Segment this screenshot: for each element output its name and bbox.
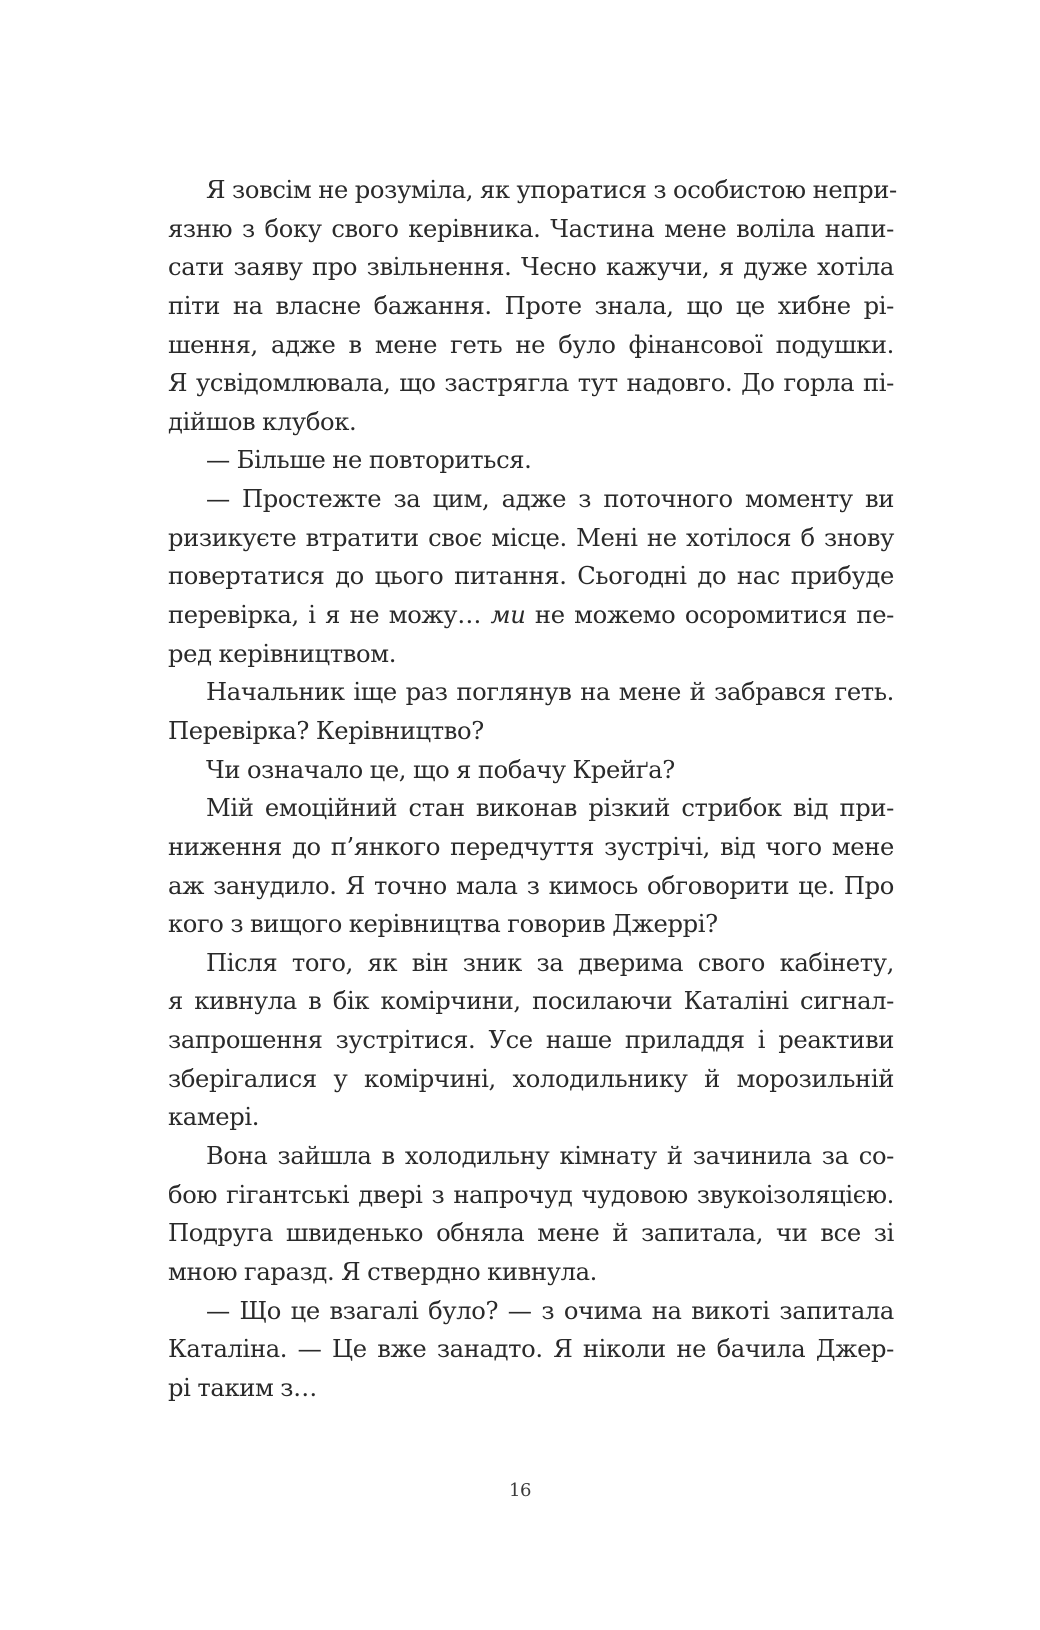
paragraph bbox=[168, 944, 894, 1137]
text-line: Після того, як він зник за дверима свого кабінету, bbox=[206, 948, 894, 977]
text-line: Я зовсім не розуміла, як упоратися з особистою непри- bbox=[206, 176, 897, 204]
text-line: Каталіна. — Це вже занадто. Я ніколи не бачила Джер- bbox=[168, 1335, 894, 1364]
dialogue-paragraph bbox=[168, 441, 894, 480]
text-line: аж занудило. Я точно мала з кимось обговорити це. Про bbox=[168, 871, 894, 900]
text-line: — Простежте за цим, адже з поточного моменту ви bbox=[206, 485, 894, 514]
text-line: Я усвідомлювала, що застрягла тут надовго. До горла пі- bbox=[168, 369, 894, 398]
text-line: піти на власне бажання. Проте знала, що це хибне рі- bbox=[168, 291, 894, 320]
text-line: рі таким з… bbox=[168, 1373, 317, 1402]
text-line: язню з боку свого керівника. Частина мене воліла напи- bbox=[168, 214, 894, 243]
text-line: мною гаразд. Я ствердно кивнула. bbox=[168, 1257, 598, 1286]
text-segment: не можемо осоромитися пе- bbox=[525, 601, 894, 630]
text-line: камері. bbox=[168, 1103, 260, 1132]
paragraph bbox=[168, 751, 894, 790]
italic-emphasis: ми bbox=[490, 601, 526, 630]
text-line: Перевірка? Керівництво? bbox=[168, 716, 484, 745]
page-number: 16 bbox=[509, 1480, 531, 1501]
text-line: ниження до п’янкого передчуття зустрічі, від чого мене bbox=[168, 832, 894, 861]
text-line: — Що це взагалі було? — з очима на викоті запитала bbox=[206, 1296, 894, 1325]
dialogue-paragraph bbox=[168, 1292, 894, 1408]
paragraph bbox=[168, 1137, 894, 1292]
text-line: Начальник іще раз поглянув на мене й забрався геть. bbox=[206, 678, 894, 707]
body-text bbox=[168, 171, 897, 1408]
text-line: кого з вищого керівництва говорив Джеррі? bbox=[168, 910, 718, 939]
text-line bbox=[168, 596, 894, 635]
text-line: я кивнула в бік комірчини, посилаючи Каталіні сигнал- bbox=[168, 987, 894, 1016]
text-line: сати заяву про звільнення. Чесно кажучи, я дуже хотіла bbox=[168, 253, 894, 282]
text-line: Подруга швиденько обняла мене й запитала, чи все зі bbox=[168, 1219, 894, 1248]
text-line: дійшов клубок. bbox=[168, 407, 357, 436]
text-line: Мій емоційний стан виконав різкий стрибок від при- bbox=[206, 794, 894, 823]
text-line: Чи означало це, що я побачу Крейґа? bbox=[206, 755, 675, 784]
text-line: шення, адже в мене геть не було фінансової подушки. bbox=[168, 330, 894, 359]
paragraph bbox=[168, 171, 897, 441]
text-line: Вона зайшла в холодильну кімнату й зачинила за со- bbox=[206, 1142, 894, 1171]
text-segment: перевірка, і я не можу… bbox=[168, 601, 491, 630]
text-line: ред керівництвом. bbox=[168, 639, 397, 668]
text-line: зберігалися у комірчині, холодильнику й морозильній bbox=[168, 1064, 894, 1093]
text-line: бою гігантські двері з напрочуд чудовою звукоізоляцією. bbox=[168, 1180, 894, 1209]
text-line: запрошення зустрітися. Усе наше приладдя і реактиви bbox=[168, 1026, 894, 1055]
text-line: ризикуєте втратити своє місце. Мені не хотілося б знову bbox=[168, 523, 894, 552]
text-line: повертатися до цього питання. Сьогодні до нас прибуде bbox=[168, 562, 894, 591]
text-line: — Більше не повториться. bbox=[206, 446, 532, 475]
paragraph bbox=[168, 789, 894, 944]
paragraph bbox=[168, 673, 894, 750]
dialogue-paragraph bbox=[168, 480, 894, 673]
